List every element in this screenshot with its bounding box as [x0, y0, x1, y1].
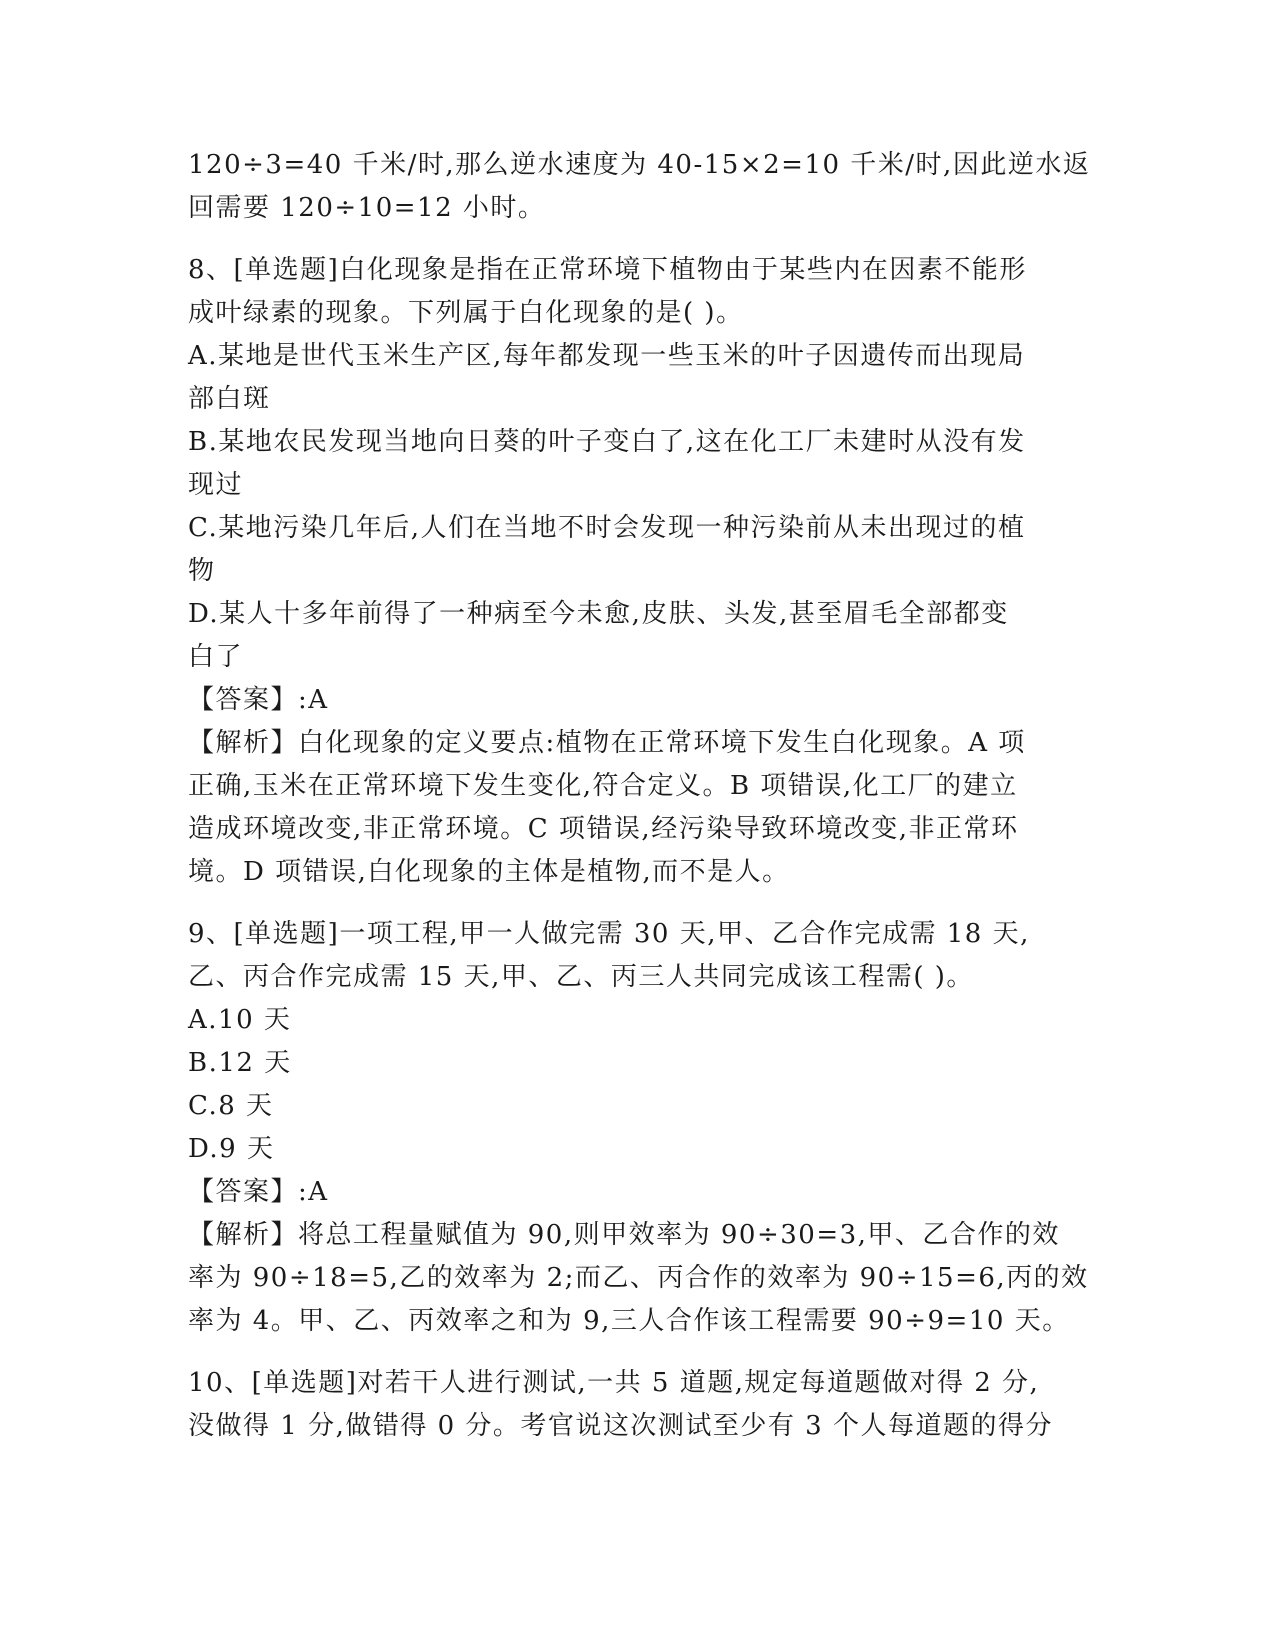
option-c [188, 507, 1088, 593]
question-stem: 乙、丙合作完成需 15 天,甲、乙、丙三人共同完成该工程需( )。 [188, 962, 974, 992]
analysis-text: 正确,玉米在正常环境下发生变化,符合定义。B 项错误,化工厂的建立 [188, 771, 1018, 801]
question-8 [188, 249, 1088, 894]
option-b: B.12 天 [188, 1048, 292, 1078]
question-stem: 没做得 1 分,做错得 0 分。考官说这次测试至少有 3 个人每道题的得分 [188, 1411, 1053, 1441]
option-text: 白了 [188, 642, 244, 672]
option-text: D.某人十多年前得了一种病至今未愈,皮肤、头发,甚至眉毛全部都变 [188, 599, 1009, 629]
analysis-text: 造成环境改变,非正常环境。C 项错误,经污染导致环境改变,非正常环 [188, 814, 1019, 844]
analysis [188, 722, 1088, 894]
answer: 【答案】:A [188, 685, 329, 715]
option-text: A.某地是世代玉米生产区,每年都发现一些玉米的叶子因遗传而出现局 [188, 341, 1026, 371]
option-a: A.10 天 [188, 1005, 292, 1035]
analysis-text: 【解析】将总工程量赋值为 90,则甲效率为 90÷30=3,甲、乙合作的效 [188, 1220, 1060, 1250]
document-body [188, 144, 1091, 1448]
analysis-text: 【解析】白化现象的定义要点:植物在正常环境下发生白化现象。A 项 [188, 728, 1026, 758]
option-c: C.8 天 [188, 1091, 274, 1121]
option-text: 物 [188, 556, 216, 586]
option-a [188, 335, 1088, 421]
question-stem: 9、[单选题]一项工程,甲一人做完需 30 天,甲、乙合作完成需 18 天, [188, 919, 1030, 949]
answer: 【答案】:A [188, 1177, 329, 1207]
option-d [188, 593, 1088, 679]
text-line: 120÷3=40 千米/时,那么逆水速度为 40-15×2=10 千米/时,因此逆水返 [188, 150, 1091, 180]
option-text: C.某地污染几年后,人们在当地不时会发现一种污染前从未出现过的植 [188, 513, 1026, 543]
question-10 [188, 1362, 1088, 1448]
option-b [188, 421, 1088, 507]
analysis-text: 境。D 项错误,白化现象的主体是植物,而不是人。 [188, 857, 790, 887]
option-text: 部白斑 [188, 384, 271, 414]
option-text: B.某地农民发现当地向日葵的叶子变白了,这在化工厂未建时从没有发 [188, 427, 1026, 457]
analysis-text: 率为 90÷18=5,乙的效率为 2;而乙、丙合作的效率为 90÷15=6,丙的效 [188, 1263, 1089, 1293]
question-stem: 10、[单选题]对若干人进行测试,一共 5 道题,规定每道题做对得 2 分, [188, 1368, 1040, 1398]
analysis-text: 率为 4。甲、乙、丙效率之和为 9,三人合作该工程需要 90÷9=10 天。 [188, 1306, 1070, 1336]
text-line: 回需要 120÷10=12 小时。 [188, 193, 546, 223]
option-text: 现过 [188, 470, 244, 500]
option-d: D.9 天 [188, 1134, 275, 1164]
question-stem: 8、[单选题]白化现象是指在正常环境下植物由于某些内在因素不能形 [188, 255, 1027, 285]
previous-analysis-continuation [188, 144, 1091, 230]
question-9 [188, 913, 1088, 1343]
analysis [188, 1214, 1088, 1343]
question-stem: 成叶绿素的现象。下列属于白化现象的是( )。 [188, 298, 744, 328]
